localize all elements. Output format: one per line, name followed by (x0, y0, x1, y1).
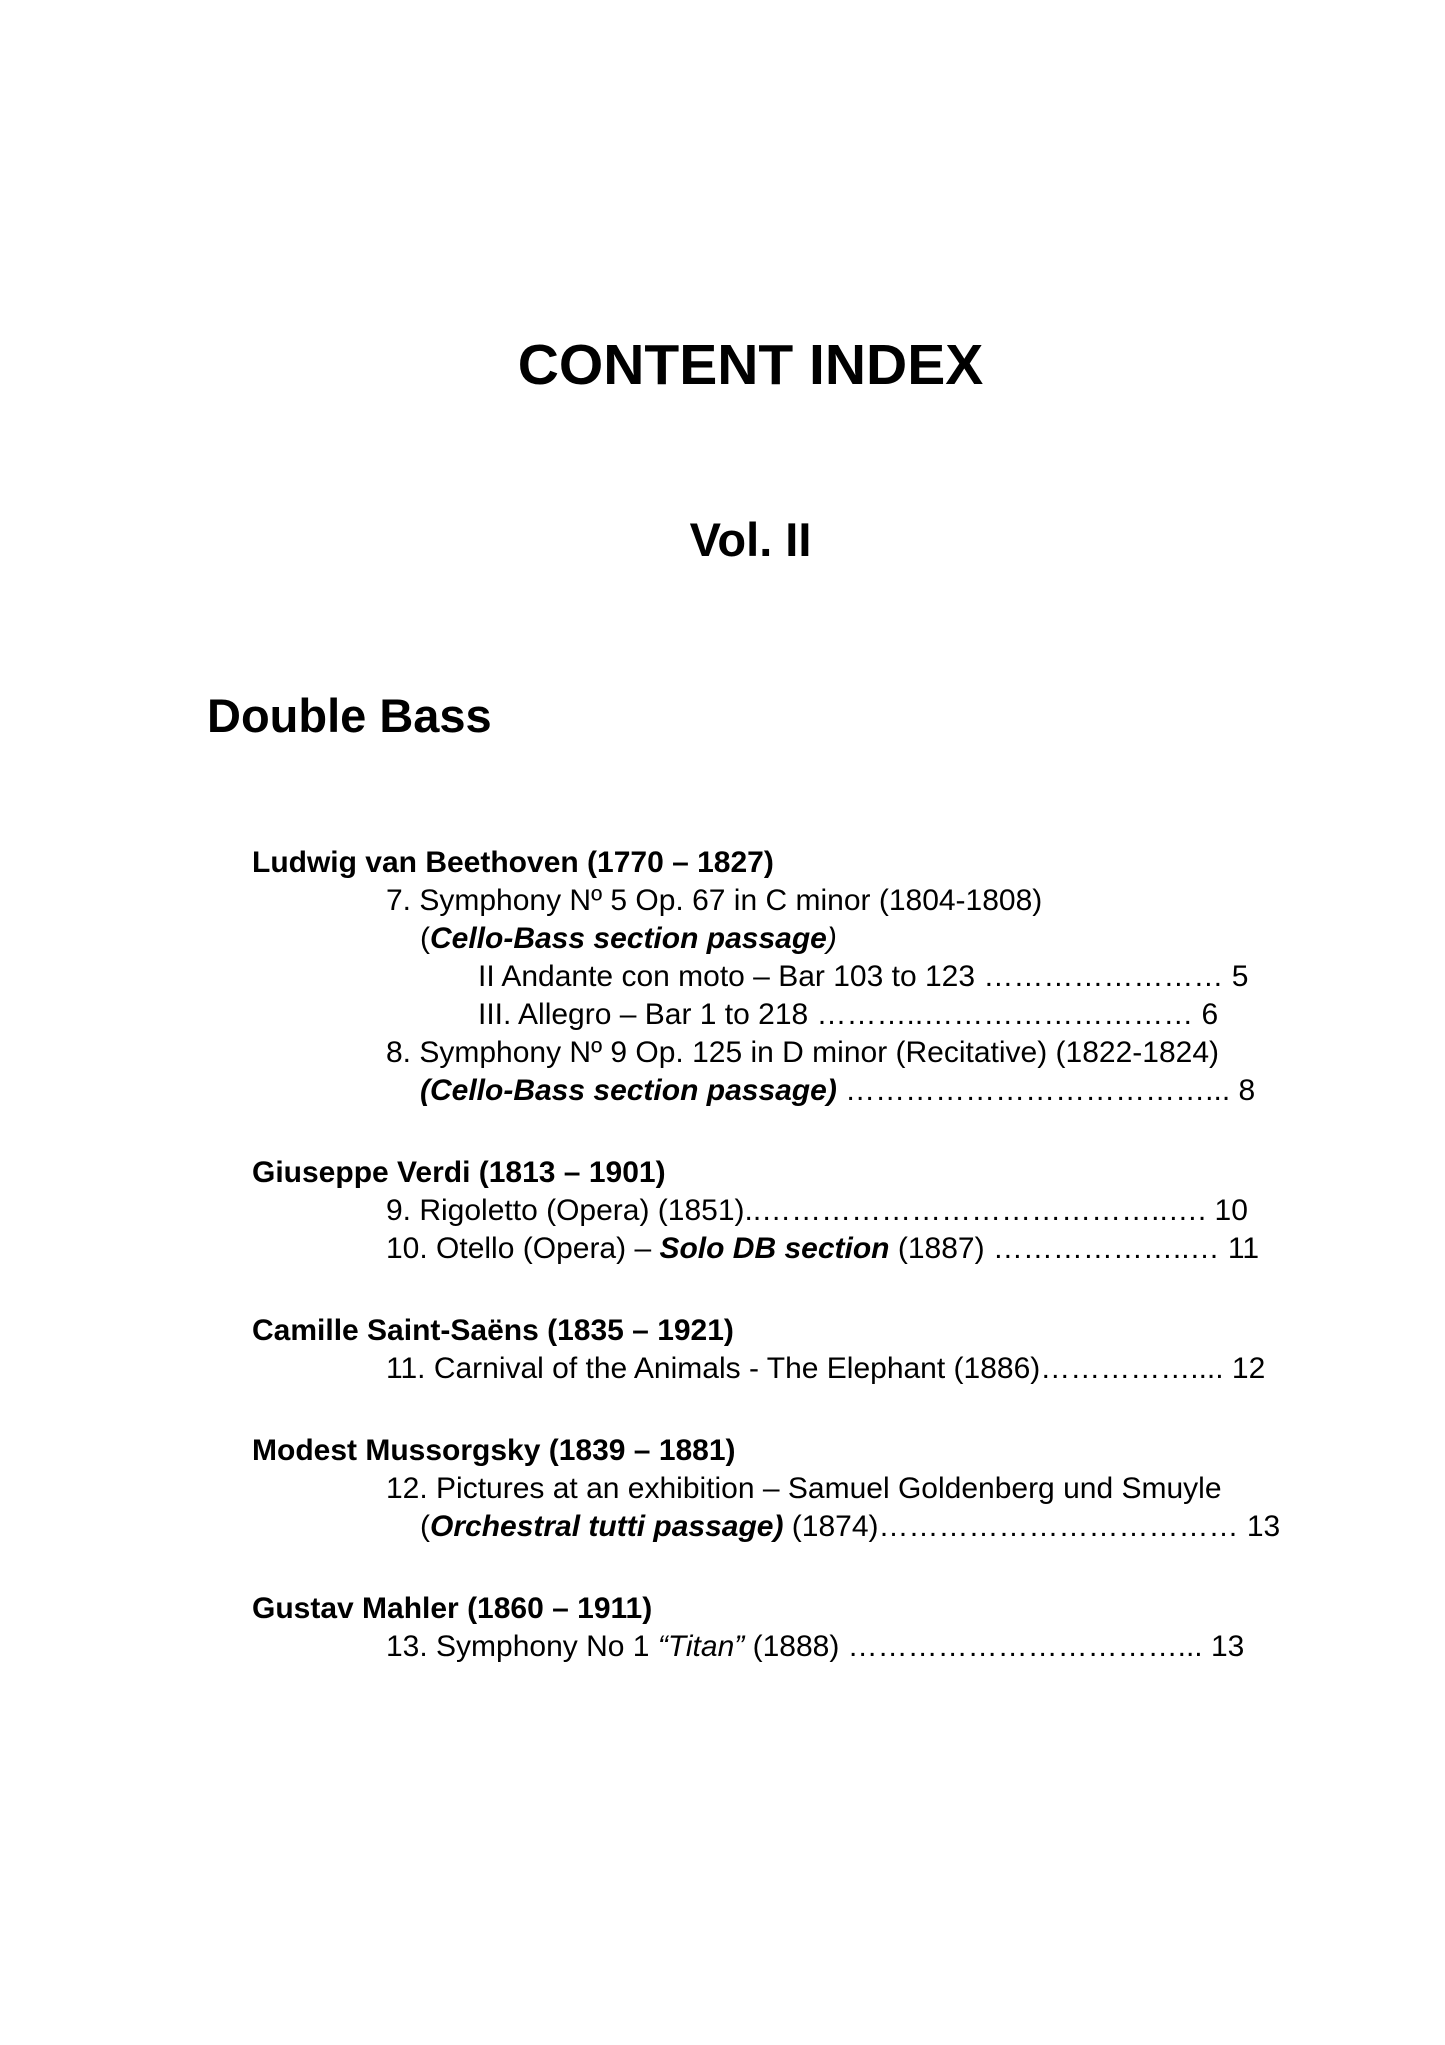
toc-entry-text: II Andante con moto – Bar 103 to 123 …………………… 5 (478, 960, 1249, 993)
composer-heading: Modest Mussorgsky (1839 – 1881) (252, 1434, 736, 1467)
composer-heading: Camille Saint-Saëns (1835 – 1921) (252, 1314, 734, 1347)
toc-entry-text: 9. Rigoletto (Opera) (1851)..…………………………………..…. 10 (386, 1194, 1248, 1227)
page-title: CONTENT INDEX (517, 333, 984, 397)
toc-entry-text: Orchestral tutti passage) (430, 1510, 784, 1543)
toc-entry-text: 12. Pictures at an exhibition – Samuel Goldenberg und Smuyle (386, 1472, 1222, 1505)
toc-entry (252, 1628, 1355, 1666)
composer-heading: Gustav Mahler (1860 – 1911) (252, 1592, 653, 1625)
toc-entry (252, 1230, 1355, 1268)
toc-entry (252, 1072, 1355, 1110)
toc-entry-text: 13. Symphony No 1 (386, 1630, 658, 1663)
toc-entry-text: Cello-Bass section passage (430, 922, 827, 955)
toc-entry-text: (1874)……………………………… 13 (783, 1510, 1281, 1543)
volume-heading: Vol. II (689, 513, 812, 566)
toc-entry-text: III. Allegro – Bar 1 to 218 ………..……………………… 6 (478, 998, 1219, 1031)
toc-entry-text: (1888) ……………………………... 13 (744, 1630, 1245, 1663)
composer-heading: Ludwig van Beethoven (1770 – 1827) (252, 846, 774, 879)
toc-entry (252, 882, 1355, 920)
toc-entry-text: ( (420, 922, 430, 955)
toc-entry-text: 8. Symphony Nº 9 Op. 125 in D minor (Recitative) (1822-1824) (386, 1036, 1219, 1069)
toc-entry-text: (1887) ………………..… 11 (889, 1232, 1260, 1265)
toc-entry (252, 1470, 1355, 1508)
toc-entry (252, 920, 1355, 958)
instrument-heading: Double Bass (207, 689, 492, 742)
toc-entry (252, 1350, 1355, 1388)
toc-entry-text: ( (420, 1510, 430, 1543)
toc-entry (252, 996, 1355, 1034)
toc-entry (252, 1192, 1355, 1230)
toc-entry-text: 11. Carnival of the Animals - The Elephant (1886)…………….... 12 (386, 1352, 1266, 1385)
toc-entry-text: 7. Symphony Nº 5 Op. 67 in C minor (1804-1808) (386, 884, 1043, 917)
toc-entry-text: 10. Otello (Opera) – (386, 1232, 660, 1265)
composer-heading: Giuseppe Verdi (1813 – 1901) (252, 1156, 666, 1189)
toc-entry (252, 1508, 1355, 1546)
toc-entry (252, 1034, 1355, 1072)
toc-entry-text: (Cello-Bass section passage) (420, 1074, 837, 1107)
toc-entry-text: ………………………………... 8 (836, 1074, 1256, 1107)
toc-entry-text: ) (826, 922, 837, 955)
toc-entry-text: Solo DB section (659, 1232, 890, 1265)
toc-entry (252, 958, 1355, 996)
toc-entry-text: “Titan” (657, 1630, 745, 1663)
table-of-contents (252, 844, 1355, 1666)
